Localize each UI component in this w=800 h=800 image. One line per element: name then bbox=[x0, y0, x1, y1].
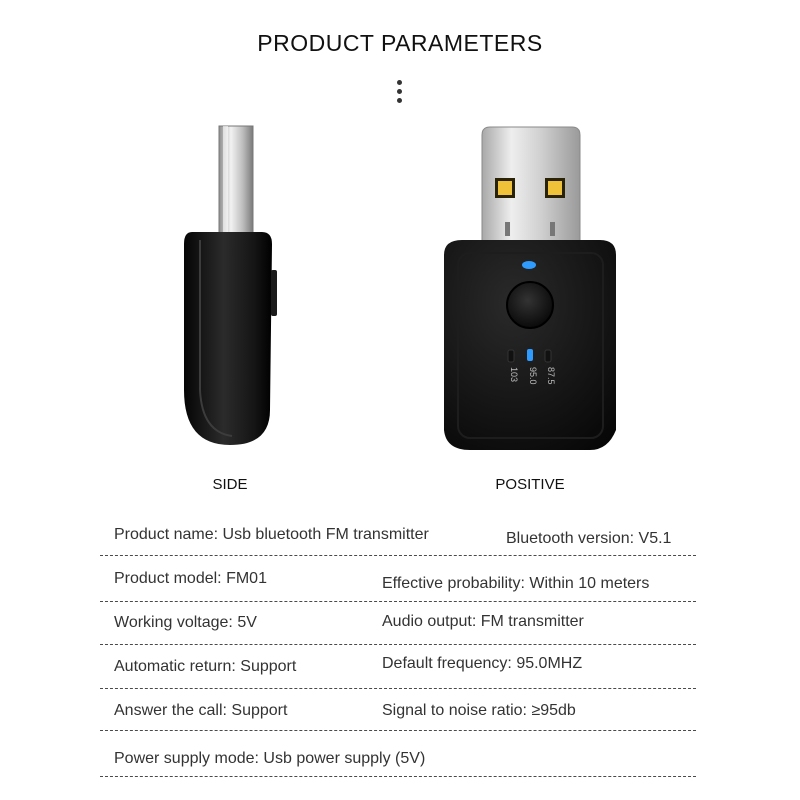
row-divider bbox=[100, 601, 696, 602]
freq-label-87: 87.5 bbox=[546, 367, 556, 385]
status-led bbox=[522, 261, 536, 269]
row-divider bbox=[100, 688, 696, 689]
side-view-image bbox=[170, 120, 290, 460]
spec-default-frequency: Default frequency: 95.0MHZ bbox=[382, 655, 583, 672]
row-divider bbox=[100, 644, 696, 645]
spec-working-voltage: Working voltage: 5V bbox=[114, 614, 257, 631]
spec-product-name: Product name: Usb bluetooth FM transmitter bbox=[114, 526, 429, 543]
spec-automatic-return: Automatic return: Support bbox=[114, 658, 297, 675]
spec-bluetooth-version: Bluetooth version: V5.1 bbox=[506, 530, 672, 547]
spec-effective-range: Effective probability: Within 10 meters bbox=[382, 575, 650, 592]
freq-label-103: 103 bbox=[509, 367, 519, 383]
spec-product-model: Product model: FM01 bbox=[114, 570, 267, 587]
function-button bbox=[507, 282, 553, 328]
spec-signal-noise-ratio: Signal to noise ratio: ≥95db bbox=[382, 702, 576, 719]
spec-audio-output: Audio output: FM transmitter bbox=[382, 613, 584, 630]
spec-power-supply: Power supply mode: Usb power supply (5V) bbox=[114, 750, 426, 767]
side-view-label: SIDE bbox=[212, 476, 248, 493]
row-divider bbox=[100, 776, 696, 777]
row-divider bbox=[100, 555, 696, 556]
spec-answer-call: Answer the call: Support bbox=[114, 702, 288, 719]
front-view-image bbox=[440, 125, 620, 460]
ellipsis-icon bbox=[397, 80, 403, 110]
positive-view-label: POSITIVE bbox=[495, 476, 565, 493]
freq-label-95: 95.0 bbox=[528, 367, 538, 385]
row-divider bbox=[100, 730, 696, 731]
page-title: PRODUCT PARAMETERS bbox=[257, 30, 543, 56]
